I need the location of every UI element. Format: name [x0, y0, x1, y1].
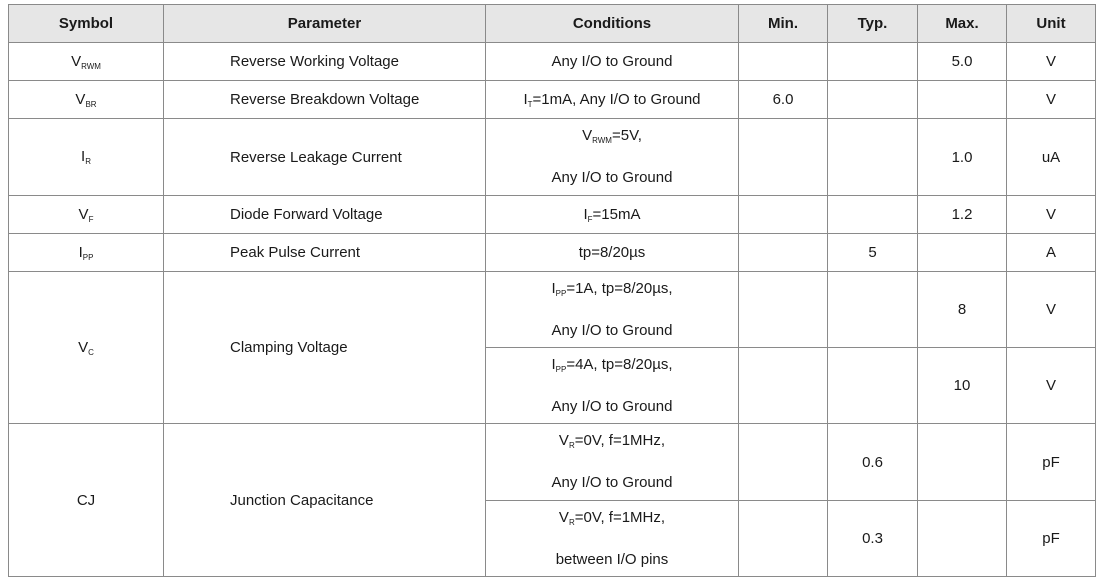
header-max: Max. — [918, 5, 1007, 43]
cond-rest: =0V, f=1MHz, — [574, 508, 666, 526]
electrical-characteristics-table — [8, 4, 1096, 577]
max-cell — [918, 81, 1007, 119]
header-symbol: Symbol — [9, 5, 164, 43]
header-parameter: Parameter — [164, 5, 486, 43]
table-row — [9, 234, 1096, 272]
symbol-main: V — [71, 52, 82, 70]
header-min: Min. — [739, 5, 828, 43]
min-cell — [739, 424, 828, 501]
cond-main: I — [523, 90, 528, 108]
cond-subscript: PP — [555, 288, 567, 298]
typ-cell — [828, 196, 918, 234]
min-cell — [739, 196, 828, 234]
cond-line-1 — [486, 279, 738, 304]
cond-subscript: R — [568, 517, 575, 527]
cond-main: V — [558, 432, 569, 449]
unit-cell: V — [1007, 43, 1096, 81]
cond-main: I — [583, 205, 588, 223]
header-unit: Unit — [1007, 5, 1096, 43]
cond-rest: =4A, tp=8/20µs, — [566, 355, 673, 373]
cond-rest: =1mA, Any I/O to Ground — [532, 90, 701, 108]
parameter-cell: Junction Capacitance — [164, 424, 486, 577]
max-cell: 5.0 — [918, 43, 1007, 81]
cond-main: V — [558, 508, 569, 526]
max-cell — [918, 424, 1007, 501]
cond-subscript: T — [527, 99, 533, 109]
unit-cell: V — [1007, 272, 1096, 348]
symbol-main: V — [78, 338, 89, 356]
cond-line-1 — [486, 126, 738, 151]
cond-subscript: RWM — [592, 136, 612, 145]
conditions-cell — [486, 348, 739, 424]
symbol-main: I — [81, 148, 86, 165]
header-conditions: Conditions — [486, 5, 739, 43]
table-row — [9, 272, 1096, 348]
parameter-cell: Peak Pulse Current — [164, 234, 486, 272]
max-cell: 1.2 — [918, 196, 1007, 234]
symbol-cell: CJ — [9, 424, 164, 577]
cond-rest: =5V, — [611, 127, 642, 144]
conditions-cell — [486, 119, 739, 196]
table-row — [9, 81, 1096, 119]
conditions-cell — [486, 81, 739, 119]
symbol-subscript: RWM — [81, 61, 101, 71]
unit-cell: V — [1007, 81, 1096, 119]
conditions-cell — [486, 501, 739, 577]
typ-cell — [828, 348, 918, 424]
conditions-cell: Any I/O to Ground — [486, 43, 739, 81]
cond-subscript: R — [568, 441, 575, 450]
symbol-main: I — [78, 243, 83, 261]
cond-main: V — [582, 127, 593, 144]
typ-cell — [828, 119, 918, 196]
table-row — [9, 424, 1096, 501]
table-header-row — [9, 5, 1096, 43]
parameter-cell: Reverse Working Voltage — [164, 43, 486, 81]
typ-cell — [828, 272, 918, 348]
cond-line-2: Any I/O to Ground — [551, 474, 673, 491]
table-row — [9, 196, 1096, 234]
min-cell — [739, 501, 828, 577]
symbol-cell — [9, 196, 164, 234]
typ-cell: 5 — [828, 234, 918, 272]
symbol-subscript: R — [85, 157, 91, 166]
symbol-subscript: BR — [85, 99, 97, 109]
parameter-cell: Reverse Leakage Current — [164, 119, 486, 196]
symbol-cell — [9, 119, 164, 196]
symbol-main: V — [75, 90, 86, 108]
conditions-cell — [486, 196, 739, 234]
table-row — [9, 43, 1096, 81]
max-cell: 10 — [918, 348, 1007, 424]
parameter-cell: Diode Forward Voltage — [164, 196, 486, 234]
min-cell — [739, 119, 828, 196]
cond-line-2: Any I/O to Ground — [551, 169, 673, 186]
symbol-cell — [9, 43, 164, 81]
cond-line-1 — [486, 508, 738, 533]
min-cell — [739, 272, 828, 348]
symbol-subscript: F — [88, 214, 94, 224]
cond-rest: =1A, tp=8/20µs, — [566, 279, 673, 297]
cond-main: I — [551, 355, 556, 373]
table-row — [9, 119, 1096, 196]
symbol-subscript: C — [88, 347, 94, 357]
conditions-cell — [486, 424, 739, 501]
cond-main: I — [551, 279, 556, 297]
header-typ: Typ. — [828, 5, 918, 43]
unit-cell: A — [1007, 234, 1096, 272]
max-cell — [918, 234, 1007, 272]
min-cell — [739, 348, 828, 424]
symbol-cell — [9, 234, 164, 272]
typ-cell — [828, 43, 918, 81]
cond-line-1 — [486, 431, 738, 456]
min-cell: 6.0 — [739, 81, 828, 119]
cond-rest: =15mA — [592, 205, 641, 223]
symbol-main: V — [78, 205, 89, 223]
unit-cell: uA — [1007, 119, 1096, 196]
min-cell — [739, 43, 828, 81]
symbol-cell — [9, 81, 164, 119]
symbol-subscript: PP — [82, 252, 94, 262]
typ-cell — [828, 81, 918, 119]
cond-line-1 — [486, 355, 738, 380]
unit-cell: V — [1007, 348, 1096, 424]
parameter-cell: Reverse Breakdown Voltage — [164, 81, 486, 119]
unit-cell: V — [1007, 196, 1096, 234]
cond-subscript: F — [587, 214, 593, 224]
typ-cell: 0.3 — [828, 501, 918, 577]
max-cell — [918, 501, 1007, 577]
unit-cell: pF — [1007, 424, 1096, 501]
conditions-cell — [486, 272, 739, 348]
max-cell: 8 — [918, 272, 1007, 348]
min-cell — [739, 234, 828, 272]
typ-cell: 0.6 — [828, 424, 918, 501]
cond-line-2: Any I/O to Ground — [551, 397, 673, 415]
symbol-cell — [9, 272, 164, 424]
cond-line-2: between I/O pins — [555, 550, 669, 568]
spec-table-container — [8, 4, 1096, 577]
cond-subscript: PP — [555, 364, 567, 374]
max-cell: 1.0 — [918, 119, 1007, 196]
parameter-cell: Clamping Voltage — [164, 272, 486, 424]
cond-rest: =0V, f=1MHz, — [574, 432, 666, 449]
cond-line-2: Any I/O to Ground — [551, 321, 673, 339]
conditions-cell: tp=8/20µs — [486, 234, 739, 272]
unit-cell: pF — [1007, 501, 1096, 577]
